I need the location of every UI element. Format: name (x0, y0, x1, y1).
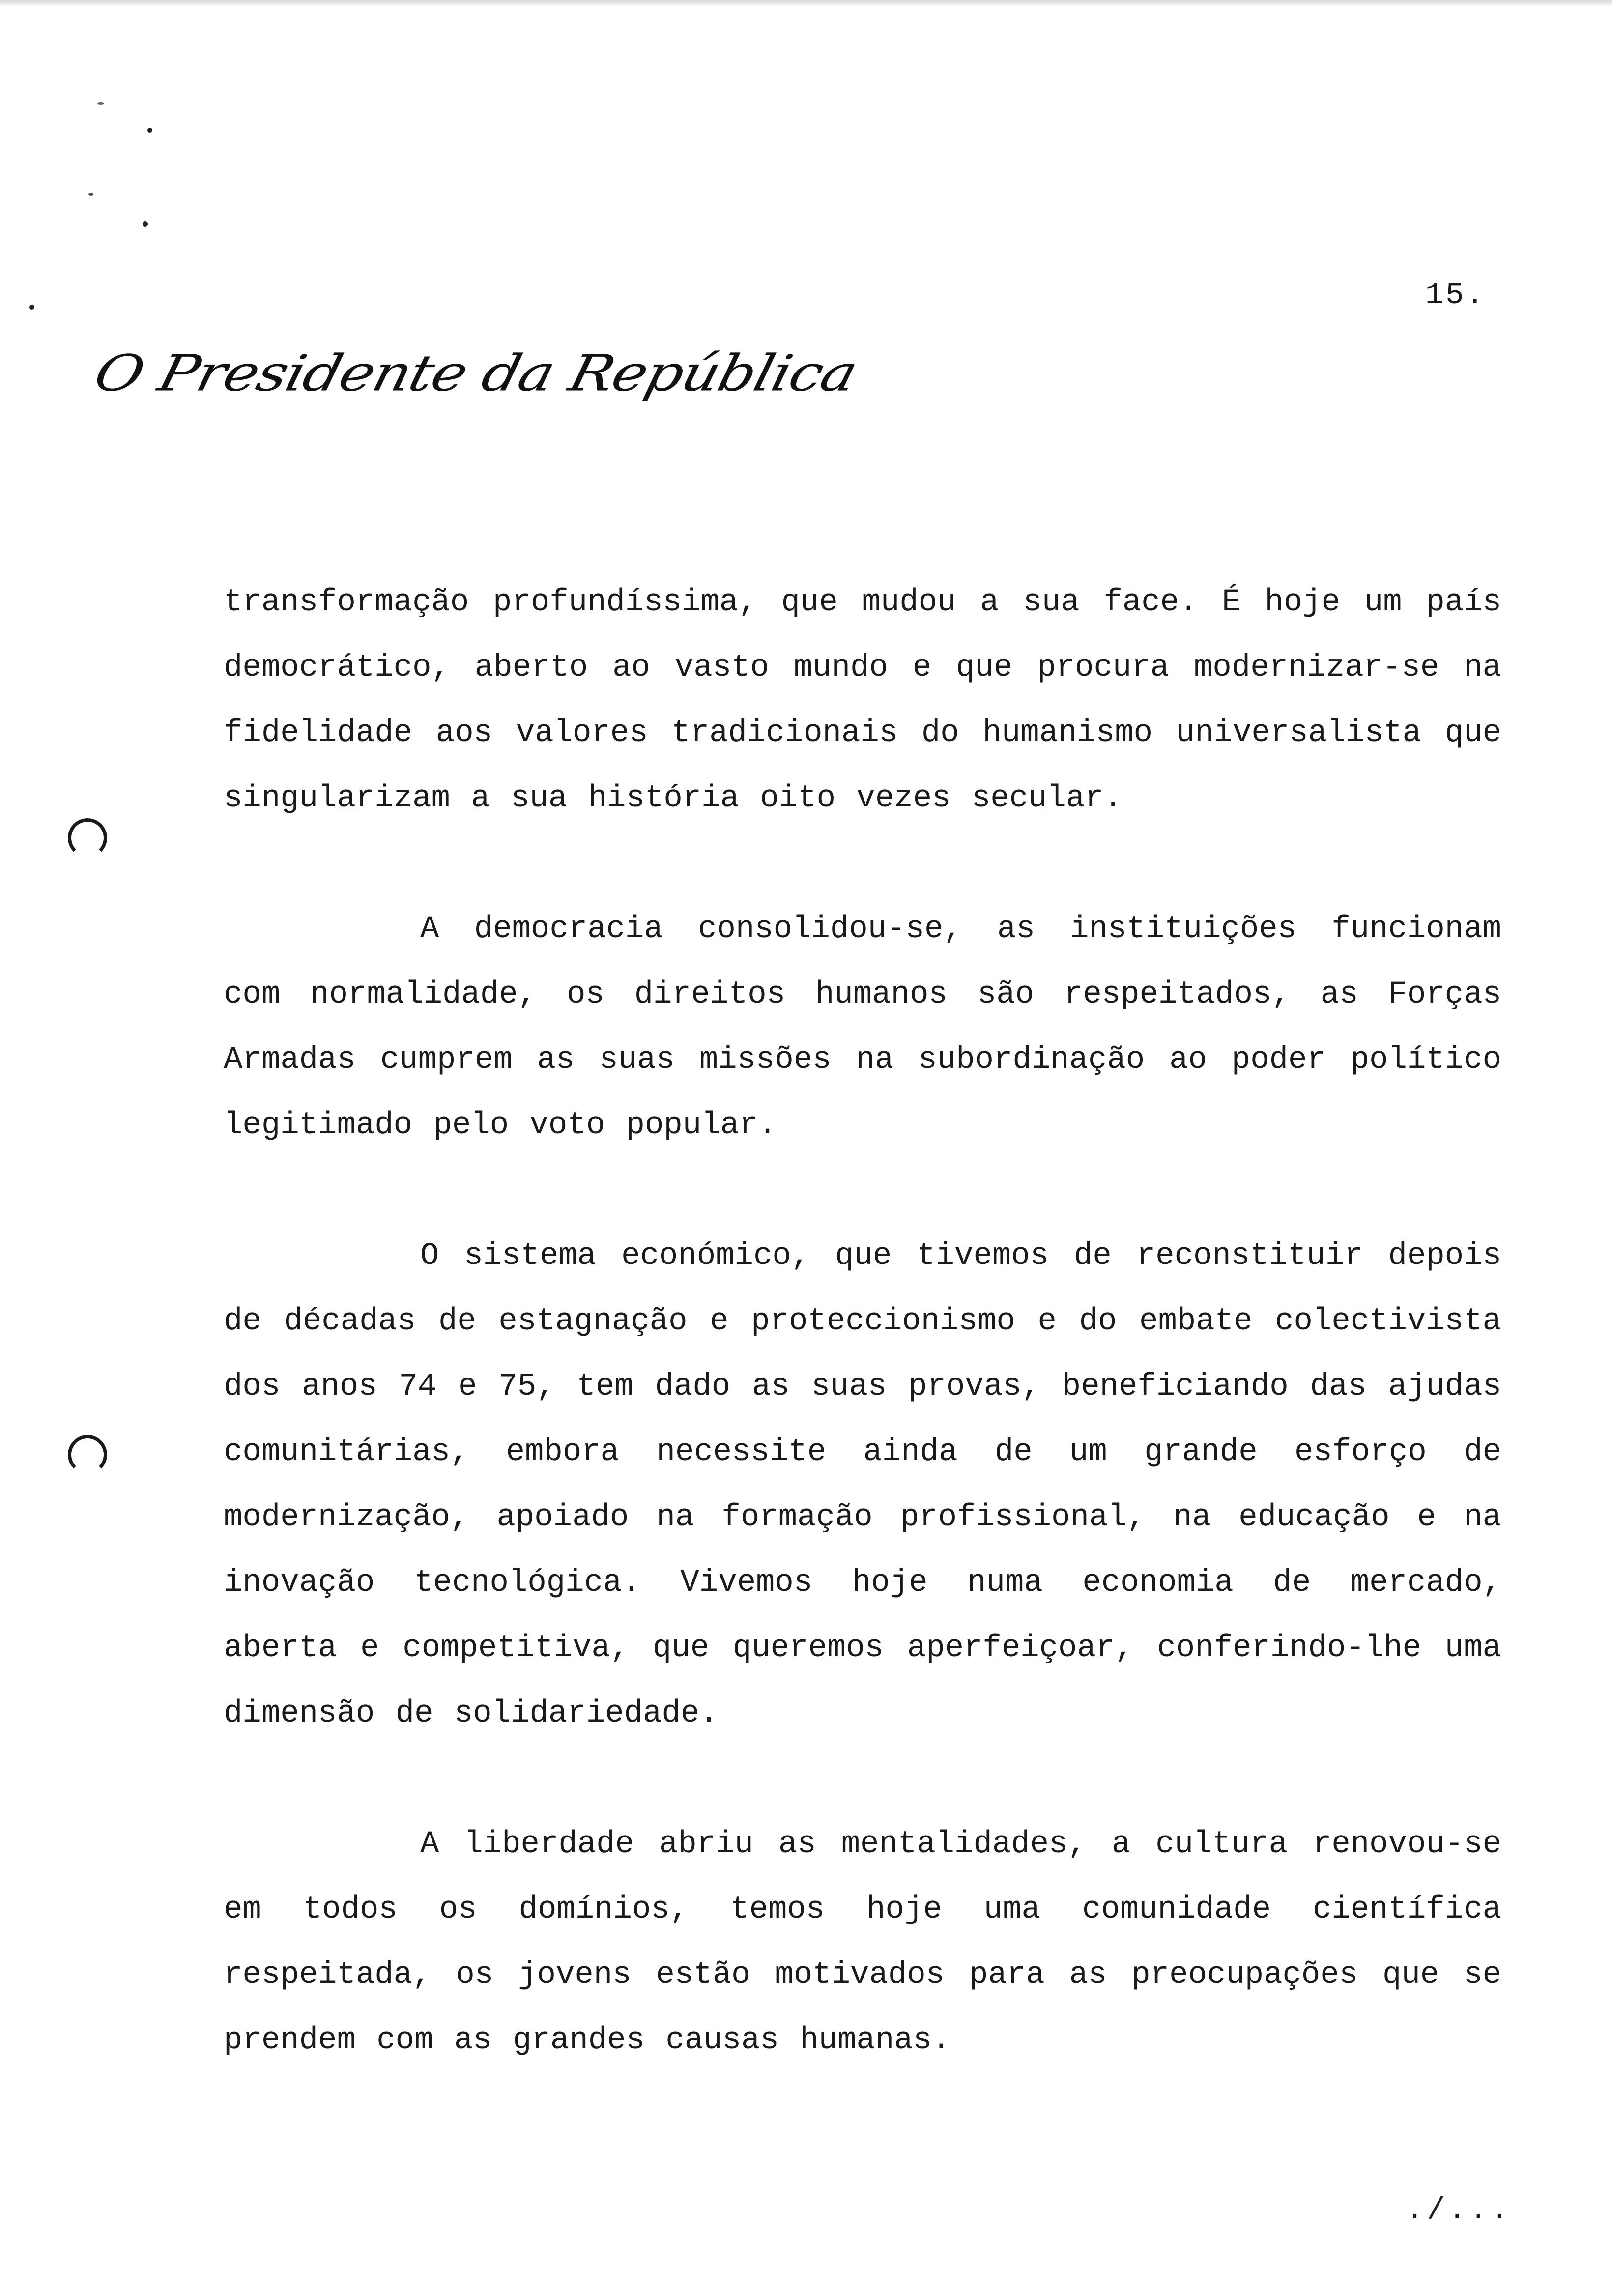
scan-speck (143, 221, 148, 227)
paragraph: A democracia consolidou-se, as instituições funcionam com normalidade, os direitos humanos são respeitados, as Forças Armadas cumprem as suas missões na subordinação ao poder político legitimado pelo voto popular. (224, 912, 1501, 1143)
scan-speck (29, 305, 34, 310)
punch-hole (68, 1435, 107, 1474)
paragraph: transformação profundíssima, que mudou a sua face. É hoje um país democrático, aberto ao vasto mundo e que procura modernizar-se na fidelidade aos valores tradicionais do humanismo universalista que singularizam a sua história oito vezes secular. (224, 585, 1501, 816)
letter-body (224, 570, 1501, 2073)
scan-speck (147, 128, 152, 133)
letterhead: O Presidente da República (88, 344, 863, 402)
page-number: 15. (1425, 278, 1486, 313)
punch-hole (68, 818, 107, 858)
scan-speck (97, 102, 104, 105)
continuation-mark: ./... (1406, 2193, 1512, 2228)
scan-speck (88, 193, 93, 196)
paragraph: A liberdade abriu as mentalidades, a cultura renovou-se em todos os domínios, temos hoje uma comunidade científica respeitada, os jovens estão motivados para as preocupações que se prendem com as grandes causas humanas. (224, 1827, 1501, 2058)
paragraph: O sistema económico, que tivemos de reconstituir depois de décadas de estagnação e proteccionismo e do embate colectivista dos anos 74 e 75, tem dado as suas provas, beneficiando das ajudas comunitárias, embora necessite ainda de um grande esforço de modernização, apoiado na formação profissional, na educação e na inovação tecnológica. Vivemos hoje numa economia de mercado, aberta e competitiva, que queremos aperfeiçoar, conferindo-lhe uma dimensão de solidariedade. (224, 1238, 1501, 1731)
scan-edge-shadow (0, 0, 1612, 7)
